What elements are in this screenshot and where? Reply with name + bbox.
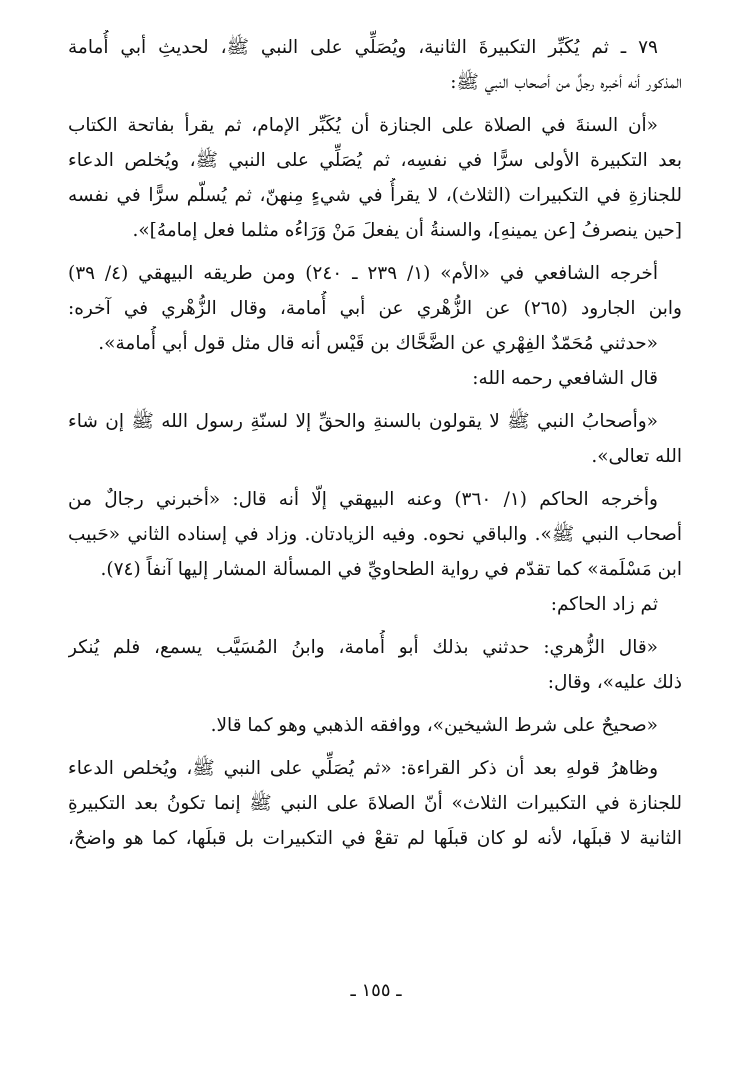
text-line: بعد التكبيرة الأولى سرًّا في نفسِه، ثم يُصَلِّي على النبي ﷺ، ويُخلص الدعاء bbox=[68, 150, 682, 171]
text-line: ذلك عليه»، وقال: bbox=[547, 672, 682, 693]
text-line: للجنازةِ في التكبيرات (الثلاث)، لا يقرأُ في شيءٍ مِنهنّ، ثم يُسلّم سرًّا في نفسه bbox=[68, 185, 682, 206]
text-line: [حين ينصرفُ [عن يمينهِ]، والسنةُ أن يفعلَ مَنْ وَرَاءُه مثلما فعل إمامهُ]». bbox=[132, 220, 682, 241]
text-line: «صحيحٌ على شرط الشيخين»، ووافقه الذهبي وهو كما قالا. bbox=[210, 715, 658, 736]
text-line: «حدثني مُحَمّدٌ الفِهْري عن الضَّحَّاك بن قَيْس أنه قال مثل قول أبي أُمامة». bbox=[98, 333, 658, 354]
page-number: ـ ١٥٥ ـ bbox=[350, 980, 402, 1001]
text-line: وأخرجه الحاكم (١/ ٣٦٠) وعنه البيهقي إلّا أنه قال: «أخبرني رجالٌ من bbox=[68, 489, 658, 510]
text-line: المذكور أنه أخبره رجلٌ من أصحاب النبي ﷺ: bbox=[450, 72, 682, 93]
text-line: «قال الزُّهري: حدثني بذلك أبو أُمامة، وابنُ المُسَيَّب يسمع، فلم يُنكر bbox=[68, 637, 658, 658]
text-line: وظاهرُ قولهِ بعد أن ذكر القراءة: «ثم يُصَلِّي على النبي ﷺ، ويُخلص الدعاء bbox=[68, 758, 658, 779]
shafii-quote bbox=[68, 404, 682, 474]
text-line: «وأصحابُ النبي ﷺ لا يقولون بالسنةِ والحقِّ إلا لسنّةِ رسول الله ﷺ إن شاء bbox=[68, 411, 658, 432]
takhrij-paragraph bbox=[68, 256, 682, 326]
text-line: للجنازة في التكبيرات الثلاث» أنّ الصلاةَ على النبي ﷺ إنما تكونُ بعد التكبيرةِ bbox=[68, 793, 682, 814]
text-line: أصحاب النبي ﷺ». والباقي نحوه. وفيه الزيادتان. وزاد في إسناده الثاني «حَبيب bbox=[68, 524, 682, 545]
zuhri-quote bbox=[68, 326, 682, 361]
conclusion-paragraph bbox=[68, 751, 682, 856]
shafii-intro bbox=[68, 361, 682, 396]
text-line: وابن الجارود (٢٦٥) عن الزُّهْري عن أبي أُمامة، وقال الزُّهْري في آخره: bbox=[68, 298, 682, 319]
text-line: الثانية لا قبلَها، لأنه لو كان قبلَها لم تقعْ في التكبيرات بل قبلَها، كما هو واضحٌ، bbox=[68, 828, 682, 849]
text-line: أخرجه الشافعي في «الأم» (١/ ٢٣٩ ـ ٢٤٠) ومن طريقه البيهقي (٤/ ٣٩) bbox=[68, 263, 658, 284]
paragraph-79 bbox=[68, 30, 682, 100]
hadith-quote bbox=[68, 108, 682, 248]
text-line: ٧٩ ـ ثم يُكَبِّر التكبيرةَ الثانية، ويُصَلِّي على النبي ﷺ، لحديثِ أبي أُمامة bbox=[68, 37, 658, 58]
zuhri-statement bbox=[68, 630, 682, 700]
authentication-paragraph bbox=[68, 708, 682, 743]
text-line: ابن مَسْلَمة» كما تقدّم في رواية الطحاويِّ في المسألة المشار إليها آنفاً (٧٤). bbox=[100, 559, 682, 580]
text-line: قال الشافعي رحمه الله: bbox=[472, 368, 658, 389]
text-line: «أن السنةَ في الصلاة على الجنازة أن يُكَبِّر الإمام، ثم يقرأ بفاتحة الكتاب bbox=[68, 115, 658, 136]
text-line: ثم زاد الحاكم: bbox=[550, 594, 658, 615]
hakim-paragraph bbox=[68, 482, 682, 587]
hakim-addition-intro bbox=[68, 587, 682, 622]
text-line: الله تعالى». bbox=[591, 446, 682, 467]
